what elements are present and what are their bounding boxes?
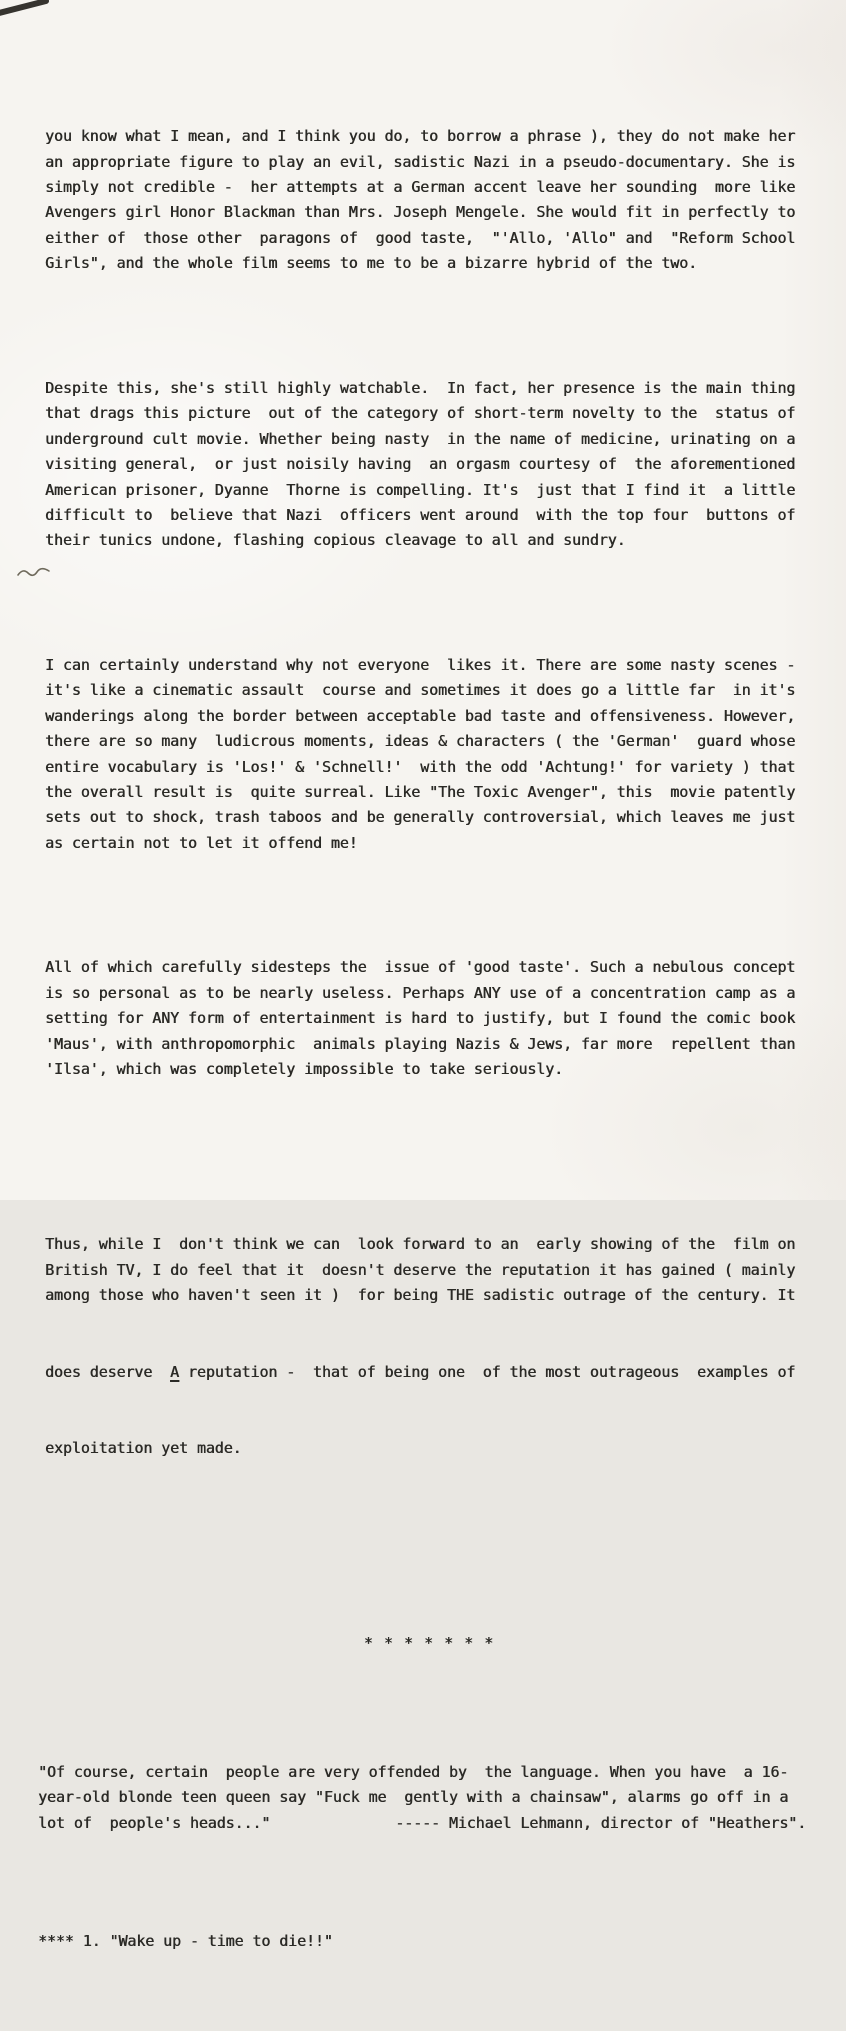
emphasis-before: does deserve [45,1362,171,1381]
paragraph-2 [45,376,813,554]
text-line: 'Ilsa', which was completely impossible to take seriously. [45,1060,563,1079]
text-line: an appropriate figure to play an evil, sadistic Nazi in a pseudo-documentary. She is [45,152,796,171]
text-line: All of which carefully sidesteps the issue of 'good taste'. Such a nebulous concept [45,958,796,977]
photocopy-corner-mark [0,0,52,20]
text-line: Avengers girl Honor Blackman than Mrs. Joseph Mengele. She would fit in perfectly to [45,203,796,222]
footnote-line: **** 1. "Wake up - time to die!!" [38,1932,333,1951]
text-line: their tunics undone, flashing copious cleavage to all and sundry. [45,531,626,550]
text-line: I can certainly understand why not everyone likes it. There are some nasty scenes - [45,655,796,674]
paragraph-5-lines-before [45,1232,813,1308]
text-line: lot of people's heads..." ----- Michael Lehmann, director of "Heathers". [38,1813,807,1832]
text-line: American prisoner, Dyanne Thorne is compelling. It's just that I find it a little [45,480,796,499]
text-line: "Of course, certain people are very offended by the language. When you have a 16- [38,1762,789,1781]
text-line: sets out to shock, trash taboos and be generally controversial, which leaves me just [45,808,796,827]
text-line: either of those other paragons of good taste, "'Allo, 'Allo" and "Reform School [45,228,796,247]
quote-paragraph [38,1760,813,1836]
paragraph-5 [45,1182,813,1512]
underlined-letter: A [170,1362,179,1381]
text-line: 'Maus', with anthropomorphic animals playing Nazis & Jews, far more repellent than [45,1034,796,1053]
text-line: as certain not to let it offend me! [45,833,358,852]
text-line: British TV, I do feel that it doesn't deserve the reputation it has gained ( mainly [45,1260,796,1279]
text-line: that drags this picture out of the category of short-term novelty to the status of [45,404,796,423]
text-line: it's like a cinematic assault course and sometimes it does go a little far in it's [45,681,796,700]
text-line: simply not credible - her attempts at a German accent leave her sounding more like [45,178,796,197]
text-line: exploitation yet made. [45,1438,242,1457]
text-line: Despite this, she's still highly watchable. In fact, her presence is the main thing [45,378,796,397]
text-line: is so personal as to be nearly useless. Perhaps ANY use of a concentration camp as a [45,983,796,1002]
emphasized-line [45,1360,813,1385]
text-line: wanderings along the border between acceptable bad taste and offensiveness. However, [45,706,796,725]
text-line: Thus, while I don't think we can look forward to an early showing of the film on [45,1235,796,1254]
paragraph-5-lines-after [45,1436,813,1461]
text-line: entire vocabulary is 'Los!' & 'Schnell!' with the odd 'Achtung!' for variety ) that [45,757,796,776]
paragraph-4 [45,955,813,1082]
text-line: visiting general, or just noisily having an orgasm courtesy of the aforementioned [45,455,796,474]
text-line: the overall result is quite surreal. Like "The Toxic Avenger", this movie patently [45,782,796,801]
text-line: underground cult movie. Whether being nasty in the name of medicine, urinating on a [45,429,796,448]
text-line: setting for ANY form of entertainment is hard to justify, but I found the comic book [45,1009,796,1028]
text-line: difficult to believe that Nazi officers went around with the top four buttons of [45,505,796,524]
typewritten-text [38,48,813,2031]
text-line: you know what I mean, and I think you do, to borrow a phrase ), they do not make her [45,127,796,146]
text-line: among those who haven't seen it ) for being THE sadistic outrage of the century. It [45,1286,796,1305]
text-line: there are so many ludicrous moments, ideas & characters ( the 'German' guard whose [45,732,796,751]
asterisk-separator: * * * * * * * [363,1634,495,1653]
text-line: year-old blonde teen queen say "Fuck me gently with a chainsaw", alarms go off in a [38,1788,789,1807]
text-line: Girls", and the whole film seems to me to be a bizarre hybrid of the two. [45,254,697,273]
paragraph-1 [45,124,813,276]
emphasis-after: reputation - that of being one of the most outrageous examples of [178,1362,796,1381]
paragraph-3 [45,653,813,856]
